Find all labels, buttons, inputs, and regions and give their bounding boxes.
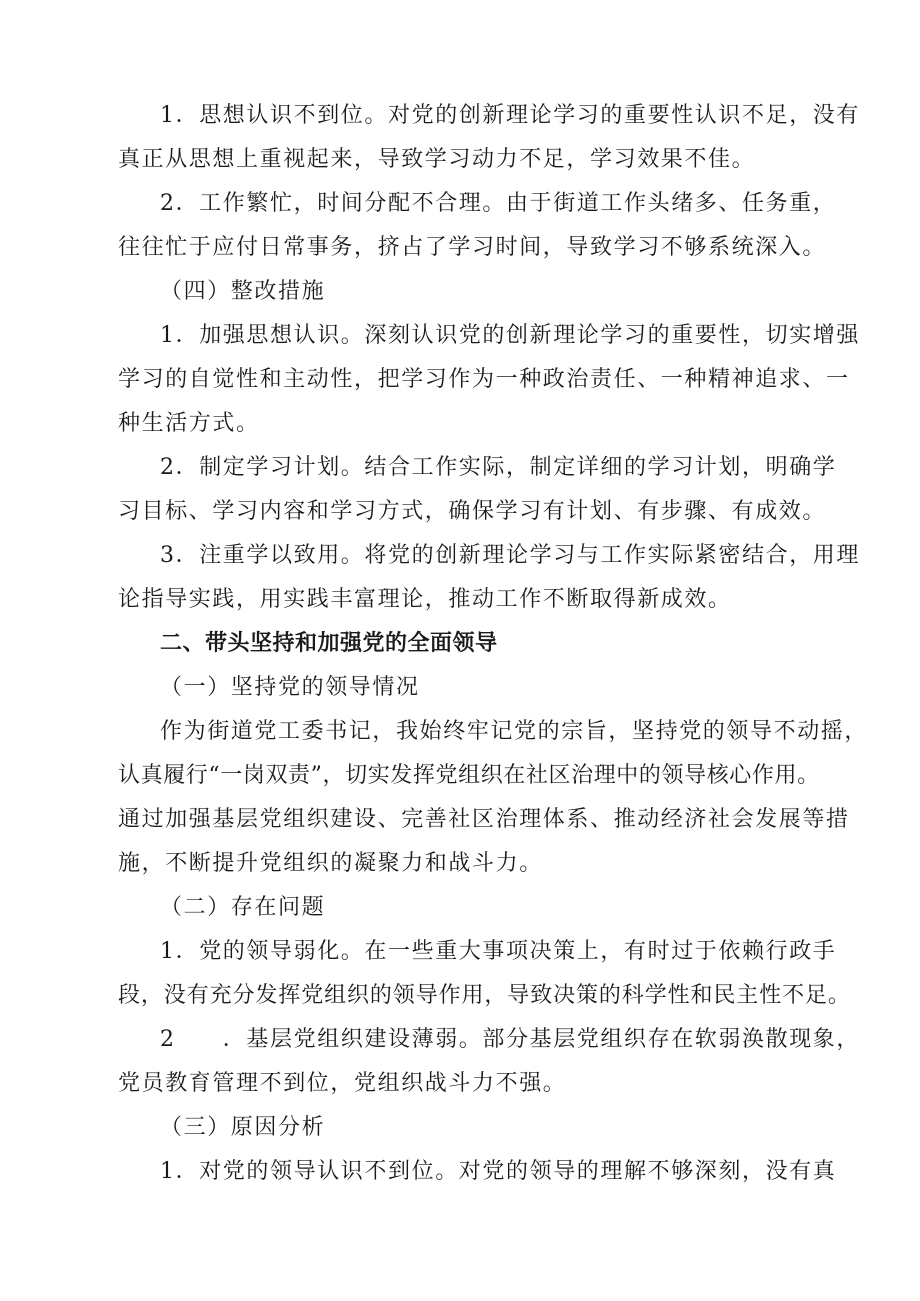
paragraph-line: 2 ．基层党组织建设薄弱。部分基层党组织存在软弱涣散现象， xyxy=(160,1027,860,1052)
paragraph-line: 3．注重学以致用。将党的创新理论学习与工作实际紧密结合，用理 xyxy=(160,543,860,568)
paragraph-line: 1．思想认识不到位。对党的创新理论学习的重要性认识不足，没有 xyxy=(160,103,860,128)
paragraph-line: 2．制定学习计划。结合工作实际，制定详细的学习计划，明确学 xyxy=(160,455,837,480)
paragraph-line: 党员教育管理不到位，党组织战斗力不强。 xyxy=(118,1071,567,1096)
subsection-heading: （四）整改措施 xyxy=(160,279,326,304)
paragraph-line: 1．党的领导弱化。在一些重大事项决策上，有时过于依赖行政手 xyxy=(160,939,837,964)
subsection-heading: （一）坚持党的领导情况 xyxy=(160,675,420,700)
paragraph-line: 1．加强思想认识。深刻认识党的创新理论学习的重要性，切实增强 xyxy=(160,323,860,348)
paragraph-line: 2．工作繁忙，时间分配不合理。由于街道工作头绪多、任务重， xyxy=(160,191,837,216)
paragraph-line: 1．对党的领导认识不到位。对党的领导的理解不够深刻，没有真 xyxy=(160,1159,837,1184)
paragraph-line: 认真履行“一岗双责”，切实发挥党组织在社区治理中的领导核心作用。 xyxy=(118,763,820,788)
paragraph-line: 学习的自觉性和主动性，把学习作为一种政治责任、一种精神追求、一 xyxy=(118,367,850,392)
paragraph-line: 习目标、学习内容和学习方式，确保学习有计划、有步骤、有成效。 xyxy=(118,499,827,524)
paragraph-line: 种生活方式。 xyxy=(118,411,260,436)
paragraph-line: 往往忙于应付日常事务，挤占了学习时间，导致学习不够系统深入。 xyxy=(118,235,827,260)
paragraph-line: 真正从思想上重视起来，导致学习动力不足，学习效果不佳。 xyxy=(118,147,756,172)
paragraph-line: 施，不断提升党组织的凝聚力和战斗力。 xyxy=(118,851,543,876)
subsection-heading: （三）原因分析 xyxy=(160,1115,326,1140)
section-heading: 二、带头坚持和加强党的全面领导 xyxy=(160,631,498,656)
subsection-heading: （二）存在问题 xyxy=(160,895,326,920)
paragraph-line: 论指导实践，用实践丰富理论，推动工作不断取得新成效。 xyxy=(118,587,732,612)
paragraph-line: 通过加强基层党组织建设、完善社区治理体系、推动经济社会发展等措 xyxy=(118,807,850,832)
paragraph-line: 作为街道党工委书记，我始终牢记党的宗旨，坚持党的领导不动摇， xyxy=(160,719,869,744)
paragraph-line: 段，没有充分发挥党组织的领导作用，导致决策的科学性和民主性不足。 xyxy=(118,983,851,1008)
